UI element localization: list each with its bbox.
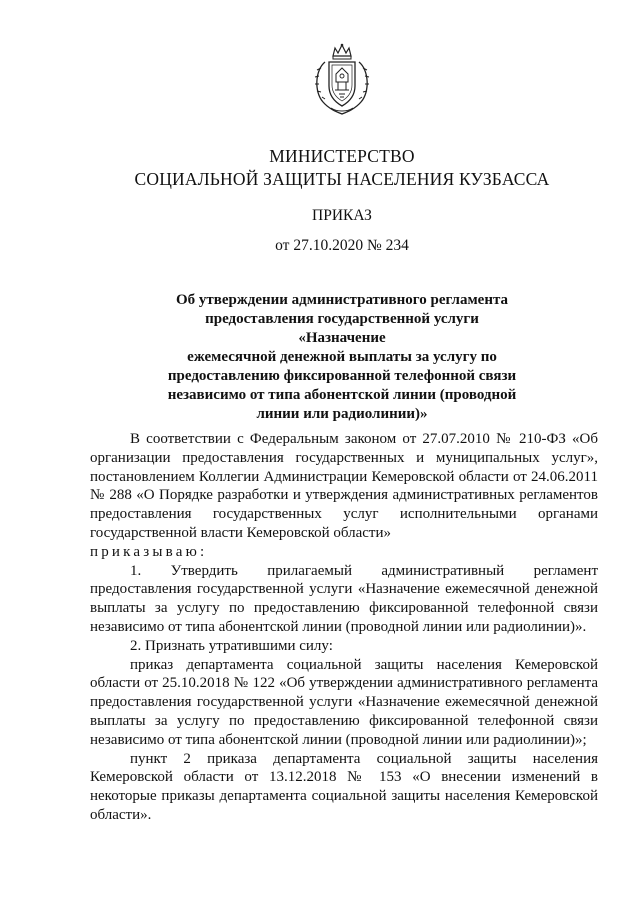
item-2b-paragraph: пункт 2 приказа департамента социальной защиты населения Кемеровской области от 13.12.2018 № 153 «О внесении изменений в некоторые приказы департамента социальной защиты населения Кемеровской области». xyxy=(90,750,598,823)
document-subject xyxy=(160,291,524,424)
document-body xyxy=(90,430,598,825)
item-2-intro: 2. Признать утратившими силу: xyxy=(130,637,333,654)
kuzbass-coat-of-arms-icon xyxy=(311,42,373,116)
order-title: ПРИКАЗ xyxy=(312,207,372,224)
ministry-heading xyxy=(0,145,640,191)
subject-line: предоставления государственной услуги «Назначение xyxy=(205,311,479,346)
preamble-paragraph: В соответствии с Федеральным законом от 27.07.2010 № 210-ФЗ «Об организации предоставления государственных и муниципальных услуг», постановлением Коллегии Администрации Кемеровской области от 24.06.2011 № 288 «О Порядке разработки и утверждения административных регламентов предоставления государственных услуг исполнительными органами государственной власти Кемеровской области» xyxy=(90,431,598,541)
orders-word: приказываю: xyxy=(90,543,208,560)
ministry-line-2: СОЦИАЛЬНОЙ ЗАЩИТЫ НАСЕЛЕНИЯ КУЗБАССА xyxy=(134,169,550,189)
order-date: от 27.10.2020 № 234 xyxy=(275,237,409,254)
item-1-paragraph: 1. Утвердить прилагаемый административный регламент предоставления государственной услуги «Назначение ежемесячной денежной выплаты за услугу по предоставлению фиксированной телефонной связи независимо от типа абонентской линии (проводной линии или радиолинии)». xyxy=(90,562,598,635)
subject-line: Об утверждении административного регламента xyxy=(175,292,509,308)
ministry-line-1: МИНИСТЕРСТВО xyxy=(269,146,415,166)
subject-line: линии или радиолинии)» xyxy=(256,406,428,422)
item-2a-paragraph: приказ департамента социальной защиты населения Кемеровской области от 25.10.2018 № 122 «Об утверждении административного регламента предоставления государственной услуги «Назначение ежемесячной денежной выплаты за услугу по предоставлению фиксированной телефонной связи независимо от типа абонентской линии (проводной линии или радиолинии)»; xyxy=(90,656,598,748)
subject-line: ежемесячной денежной выплаты за услугу по xyxy=(187,349,497,365)
subject-line: предоставлению фиксированной телефонной связи xyxy=(167,368,517,384)
subject-line: независимо от типа абонентской линии (проводной xyxy=(167,387,517,403)
